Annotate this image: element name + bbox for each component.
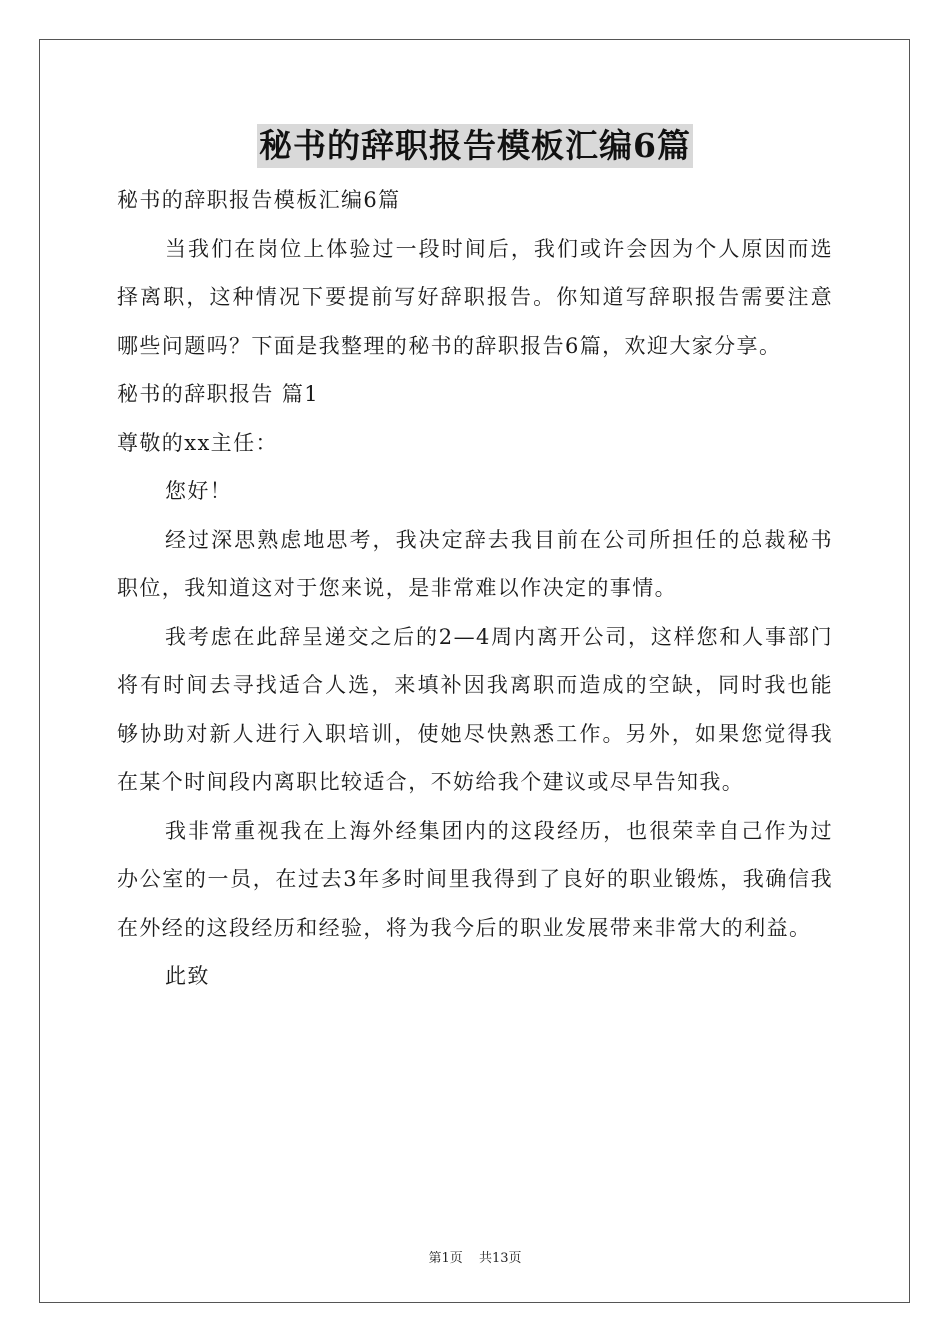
closing: 此致: [165, 964, 210, 988]
body-paragraph: 经过深思熟虑地思考，我决定辞去我目前在公司所担任的总裁秘书职位，我知道这对于您来说，是非常难以作决定的事情。: [117, 527, 833, 600]
intro-paragraph: 当我们在岗位上体验过一段时间后，我们或许会因为个人原因而选择离职，这种情况下要提前写好辞职报告。你知道写辞职报告需要注意哪些问题吗？下面是我整理的秘书的辞职报告6篇，欢迎大家分享。: [117, 236, 833, 358]
title-container: [0, 124, 950, 168]
page-total: 共13页: [478, 1251, 522, 1266]
body-paragraph: 我考虑在此辞呈递交之后的2—4周内离开公司，这样您和人事部门将有时间去寻找适合人选，来填补因我离职而造成的空缺，同时我也能够协助对新人进行入职培训，使她尽快熟悉工作。另外，如果您觉得我在某个时间段内离职比较适合，不妨给我个建议或尽早告知我。: [117, 624, 833, 794]
document-title: 秘书的辞职报告模板汇编6篇: [257, 124, 693, 168]
page-footer: [0, 1247, 950, 1266]
greeting: 您好！: [165, 479, 233, 503]
section-heading: 秘书的辞职报告 篇1: [117, 382, 320, 406]
document-body: [117, 176, 833, 1001]
page-number: 第1页: [428, 1251, 463, 1266]
body-paragraph: 我非常重视我在上海外经集团内的这段经历，也很荣幸自己作为过办公室的一员，在过去3年多时间里我得到了良好的职业锻炼，我确信我在外经的这段经历和经验，将为我今后的职业发展带来非常大的利益。: [117, 818, 833, 940]
salutation: 尊敬的xx主任：: [117, 430, 278, 455]
document-subtitle: 秘书的辞职报告模板汇编6篇: [117, 188, 401, 212]
